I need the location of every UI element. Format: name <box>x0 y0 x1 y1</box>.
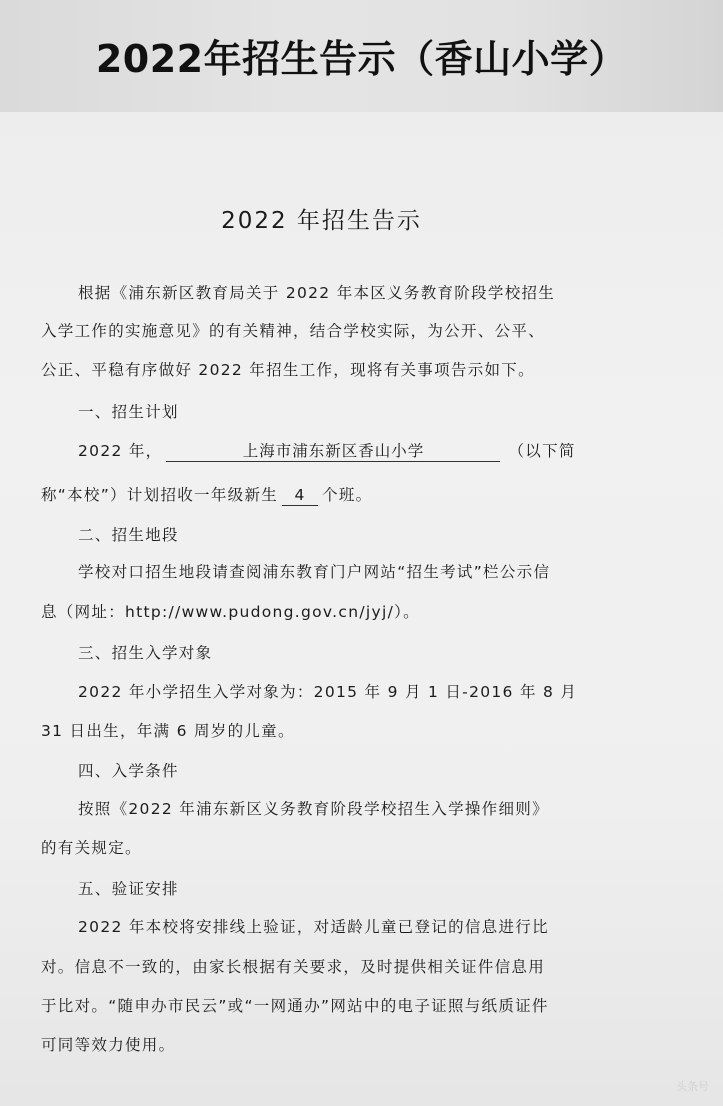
plan-line-2 <box>41 485 372 506</box>
verification-line: 对。信息不一致的，由家长根据有关要求，及时提供相关证件信息用 <box>41 958 546 976</box>
school-name-blank: 上海市浦东新区香山小学 <box>166 441 500 462</box>
section-title-verification: 五、验证安排 <box>78 880 179 898</box>
section-title-plan: 一、招生计划 <box>78 403 179 421</box>
intro-line: 入学工作的实施意见》的有关精神，结合学校实际，为公开、公平、 <box>41 322 546 340</box>
area-line: 学校对口招生地段请查阅浦东教育门户网站“招生考试”栏公示信 <box>78 563 551 581</box>
target-line: 2022 年小学招生入学对象为：2015 年 9 月 1 日-2016 年 8 月 <box>78 683 578 701</box>
plan-year-text: 2022 年， <box>78 442 163 460</box>
plan-abbr-text: （以下简 <box>508 442 576 460</box>
plan-class-text: 个班。 <box>322 486 373 504</box>
conditions-line: 的有关规定。 <box>41 839 142 857</box>
banner-title: 2022年招生告示（香山小学） <box>95 37 628 81</box>
area-url-line: 息（网址：http://www.pudong.gov.cn/jyj/）。 <box>41 603 420 621</box>
verification-line: 于比对。“随申办市民云”或“一网通办”网站中的电子证照与纸质证件 <box>41 997 549 1015</box>
watermark: 头条号 <box>676 1080 709 1093</box>
verification-line: 可同等效力使用。 <box>41 1036 176 1054</box>
section-title-area: 二、招生地段 <box>78 526 179 544</box>
verification-line: 2022 年本校将安排线上验证，对适龄儿童已登记的信息进行比 <box>78 918 549 936</box>
target-line: 31 日出生，年满 6 周岁的儿童。 <box>41 722 295 740</box>
intro-line: 根据《浦东新区教育局关于 2022 年本区义务教育阶段学校招生 <box>78 284 556 302</box>
plan-line-1 <box>78 441 576 462</box>
plan-enroll-text: 称“本校”）计划招收一年级新生 <box>41 486 279 504</box>
section-title-conditions: 四、入学条件 <box>78 762 179 780</box>
document-heading: 2022 年招生告示 <box>221 208 422 234</box>
intro-line: 公正、平稳有序做好 2022 年招生工作，现将有关事项告示如下。 <box>41 361 535 379</box>
class-count-blank: 4 <box>282 485 318 506</box>
conditions-line: 按照《2022 年浦东新区义务教育阶段学校招生入学操作细则》 <box>78 800 549 818</box>
section-title-target: 三、招生入学对象 <box>78 644 213 662</box>
